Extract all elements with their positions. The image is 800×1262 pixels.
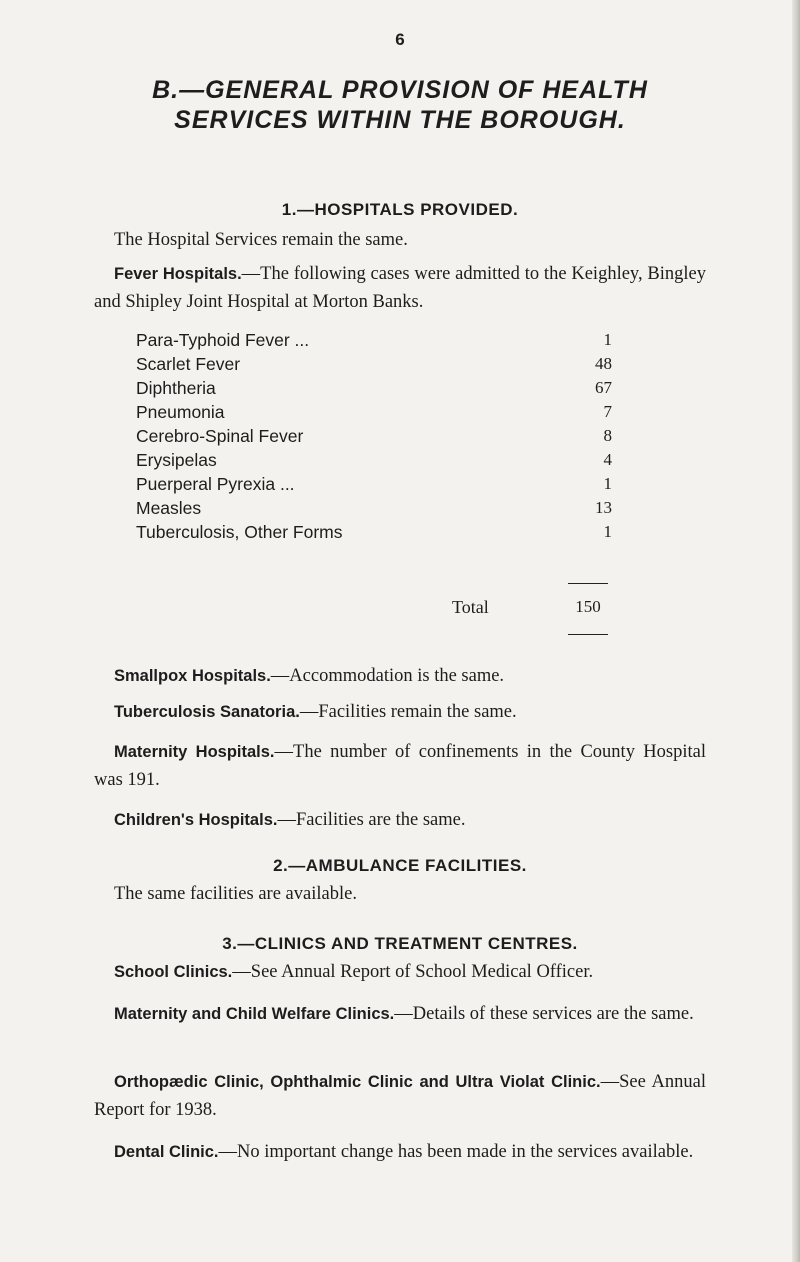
case-count: 8 <box>603 426 612 445</box>
childrens-text: —Facilities are the same. <box>277 810 466 830</box>
sanatoria-text: —Facilities remain the same. <box>299 702 517 722</box>
school-clinics-lead: School Clinics. <box>114 963 233 981</box>
case-row <box>136 496 612 520</box>
title-line-2: SERVICES WITHIN THE BOROUGH. <box>174 106 626 134</box>
case-disease: Para-Typhoid Fever ... <box>136 329 310 350</box>
case-count: 1 <box>603 522 612 541</box>
fever-hospitals-text: —The following cases were admitted to the Keighley, Bingley and Shipley Joint Hospital at Morton Banks. <box>94 264 706 312</box>
case-count: 67 <box>595 378 612 397</box>
maternity-child-text: —Details of these services are the same. <box>394 1004 694 1024</box>
orthopaedic-clinic-paragraph <box>94 1068 706 1124</box>
fever-hospitals-lead: Fever Hospitals. <box>114 265 242 283</box>
orthopaedic-lead: Orthopædic Clinic, Ophthalmic Clinic and Ultra Violat Clinic. <box>114 1073 601 1091</box>
ambulance-text: The same facilities are available. <box>114 884 357 904</box>
case-count: 13 <box>595 498 612 517</box>
case-disease: Pneumonia <box>136 401 225 422</box>
case-disease: Puerperal Pyrexia ... <box>136 473 295 494</box>
fever-cases-table <box>136 328 612 544</box>
dental-lead: Dental Clinic. <box>114 1143 219 1161</box>
maternity-lead: Maternity Hospitals. <box>114 743 275 761</box>
case-count: 48 <box>595 354 612 373</box>
case-disease: Cerebro-Spinal Fever <box>136 425 304 446</box>
title-line-1: B.—GENERAL PROVISION OF HEALTH <box>152 76 648 104</box>
orthopaedic-text: —See Annual Report for 1938. <box>94 1072 706 1120</box>
smallpox-lead: Smallpox Hospitals. <box>114 667 271 685</box>
total-rule-top <box>568 583 608 584</box>
maternity-child-lead: Maternity and Child Welfare Clinics. <box>114 1005 395 1023</box>
case-disease: Scarlet Fever <box>136 353 241 374</box>
smallpox-text: —Accommodation is the same. <box>270 666 505 686</box>
case-row <box>136 328 612 352</box>
case-row <box>136 424 612 448</box>
case-row <box>136 448 612 472</box>
case-count: 1 <box>603 474 612 493</box>
childrens-lead: Children's Hospitals. <box>114 811 278 829</box>
total-value: 150 <box>575 597 601 616</box>
case-disease: Tuberculosis, Other Forms <box>136 521 343 542</box>
fever-hospitals-paragraph <box>94 260 706 316</box>
dental-clinic-paragraph <box>94 1138 706 1166</box>
case-row <box>136 520 612 544</box>
page-number: 6 <box>395 30 405 49</box>
case-row <box>136 352 612 376</box>
section-1-heading: 1.—HOSPITALS PROVIDED. <box>281 200 519 219</box>
total-label: Total <box>452 597 489 617</box>
sanatoria-paragraph <box>114 698 706 726</box>
total-rule-bottom <box>568 634 608 635</box>
page-edge-shadow <box>792 0 800 1262</box>
section-3-heading: 3.—CLINICS AND TREATMENT CENTRES. <box>222 934 578 953</box>
smallpox-hospitals-paragraph <box>114 662 706 690</box>
sanatoria-lead: Tuberculosis Sanatoria. <box>114 703 300 721</box>
dental-text: —No important change has been made in the services available. <box>218 1142 694 1162</box>
case-count: 7 <box>603 402 612 421</box>
case-row <box>136 376 612 400</box>
childrens-hospitals-paragraph <box>114 806 706 834</box>
school-clinics-text: —See Annual Report of School Medical Officer. <box>232 962 594 982</box>
case-row <box>136 400 612 424</box>
school-clinics-paragraph <box>114 958 706 986</box>
case-count: 1 <box>603 330 612 349</box>
case-disease: Erysipelas <box>136 449 217 470</box>
case-count: 4 <box>603 450 612 469</box>
case-disease: Measles <box>136 497 202 518</box>
case-disease: Diphtheria <box>136 377 216 398</box>
hospital-services-intro: The Hospital Services remain the same. <box>114 230 408 250</box>
section-2-heading: 2.—AMBULANCE FACILITIES. <box>273 856 527 875</box>
maternity-child-welfare-paragraph <box>94 1000 706 1028</box>
case-row <box>136 472 612 496</box>
maternity-text: —The number of confinements in the County Hospital was 191. <box>94 742 706 790</box>
maternity-hospitals-paragraph <box>94 738 706 794</box>
